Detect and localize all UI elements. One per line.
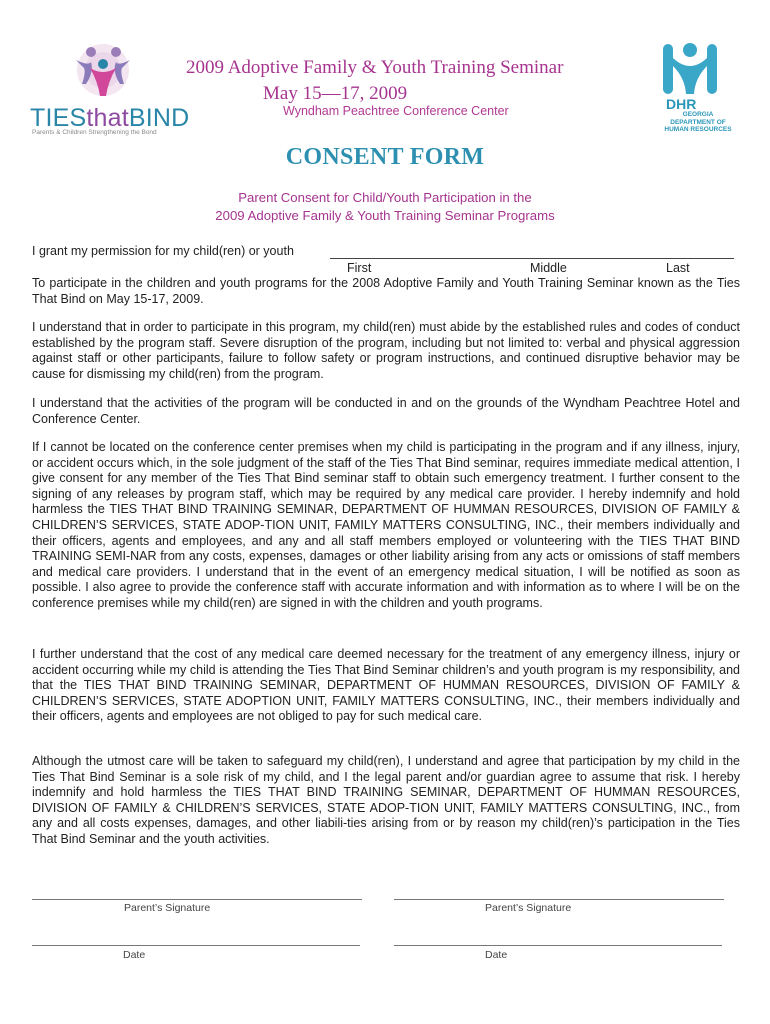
- parent-signature-field-1[interactable]: [32, 899, 362, 900]
- dhr-abbr: DHR: [666, 96, 697, 112]
- date-label-1: Date: [123, 949, 146, 961]
- paragraph-conduct: I understand that in order to participate in this program, my child(ren) must abide by the established rules and codes of conduct established by the program staff. Severe disruption of the program, including but not limited to: verbal and physical aggression against staff or other participants, failure to follow safety or program instructions, and continued disruptive behavior may be cause for dismissing my child(ren) from the program.: [32, 320, 740, 381]
- paragraph-participation: To participate in the children and youth programs for the 2008 Adoptive Family and Youth Training Seminar known as the Ties That Bind on May 15-17, 2009.: [32, 276, 740, 306]
- event-title: 2009 Adoptive Family & Youth Training Seminar: [186, 57, 564, 78]
- parent-signature-field-2[interactable]: [394, 899, 724, 900]
- form-subtitle-line1: Parent Consent for Child/Youth Participation in the: [238, 190, 532, 205]
- parent-signature-label-1: Parent’s Signature: [124, 902, 211, 914]
- child-name-field[interactable]: [330, 258, 734, 259]
- form-title: CONSENT FORM: [285, 144, 485, 170]
- ties-that-bind-wordmark: TIESthatBIND: [30, 104, 190, 132]
- date-field-2[interactable]: [394, 945, 722, 946]
- first-name-label: First: [347, 261, 372, 275]
- dhr-name: GEORGIA DEPARTMENT OF HUMAN RESOURCES: [664, 111, 732, 133]
- paragraph-medical-cost: I further understand that the cost of any medical care deemed necessary for the treatment of any emergency illness, injury or accident occurring while my child is attending the Ties That Bind Seminar children’s and youth program is my responsibility, and that the TIES THAT BIND TRAINING SEMINAR, DEPARTMENT OF HUMMAN RESOURCES, DIVISION OF FAMILY & CHILDREN’S SERVICES, STATE ADOPTION UNIT, FAMILY MATTERS CONSULTING, INC., their members individually and their officers, agents and employees are not obliged to pay for such medical care.: [32, 647, 740, 724]
- paragraph-medical-consent: If I cannot be located on the conference center premises when my child is participating in the program and if any illness, injury, or accident occurs which, in the sole judgment of the staff of the Ties That Bind seminar, requires immediate medical attention, I give consent for any member of the Ties That Bind seminar staff to obtain such emergency treatment. I further consent to the signing of any releases by program staff, which may be required by any medical care provider. I hereby indemnify and hold harmless the TIES THAT BIND TRAINING SEMINAR, DEPARTMENT OF HUMMAN RESOURCES, DIVISION OF FAMILY & CHILDREN’S SERVICES, STATE ADOP-TION UNIT, FAMILY MATTERS CONSULTING, INC., their members individually and their officers, agents and employees, and any and all staff members employed or volunteering with the TIES THAT BIND TRAINING SEMI-NAR from any costs, expenses, damages or other liability arising from any acts or omissions of staff members and medical care providers. I understand that in the event of an emergency medical situation, I will be notified as soon as possible. I also agree to provide the conference staff with accurate information and with information as to where I will be on the conference premises while my child(ren) are signed in with the children and youth programs.: [32, 440, 740, 610]
- ties-tagline: Parents & Children Strengthening the Bond: [32, 129, 157, 136]
- parent-signature-label-2: Parent’s Signature: [485, 902, 572, 914]
- date-field-1[interactable]: [32, 945, 360, 946]
- middle-name-label: Middle: [530, 261, 567, 275]
- event-venue: Wyndham Peachtree Conference Center: [283, 104, 509, 118]
- event-dates: May 15—17, 2009: [263, 83, 408, 104]
- form-subtitle-line2: 2009 Adoptive Family & Youth Training Seminar Programs: [215, 208, 555, 223]
- last-name-label: Last: [666, 261, 690, 275]
- paragraph-risk: Although the utmost care will be taken to safeguard my child(ren), I understand and agree that participation by my child in the Ties That Bind Seminar is a sole risk of my child, and I the legal parent and/or guardian agree to assume that risk. I hereby indemnify and hold harmless the TIES THAT BIND TRAINING SEMINAR, DEPARTMENT OF HUMMAN RESOURCES, DIVISION OF FAMILY & CHILDREN’S SERVICES, STATE ADOP-TION UNIT, FAMILY MATTERS CONSULTING, INC., from any and all costs expenses, damages, and other liabili-ties arising from or by reason my child(ren)’s participation in the Ties That Bind Seminar and the youth activities.: [32, 754, 740, 846]
- grant-permission-text: I grant my permission for my child(ren) or youth: [32, 244, 294, 258]
- paragraph-location: I understand that the activities of the program will be conducted in and on the grounds of the Wyndham Peachtree Hotel and Conference Center.: [32, 396, 740, 426]
- date-label-2: Date: [485, 949, 508, 961]
